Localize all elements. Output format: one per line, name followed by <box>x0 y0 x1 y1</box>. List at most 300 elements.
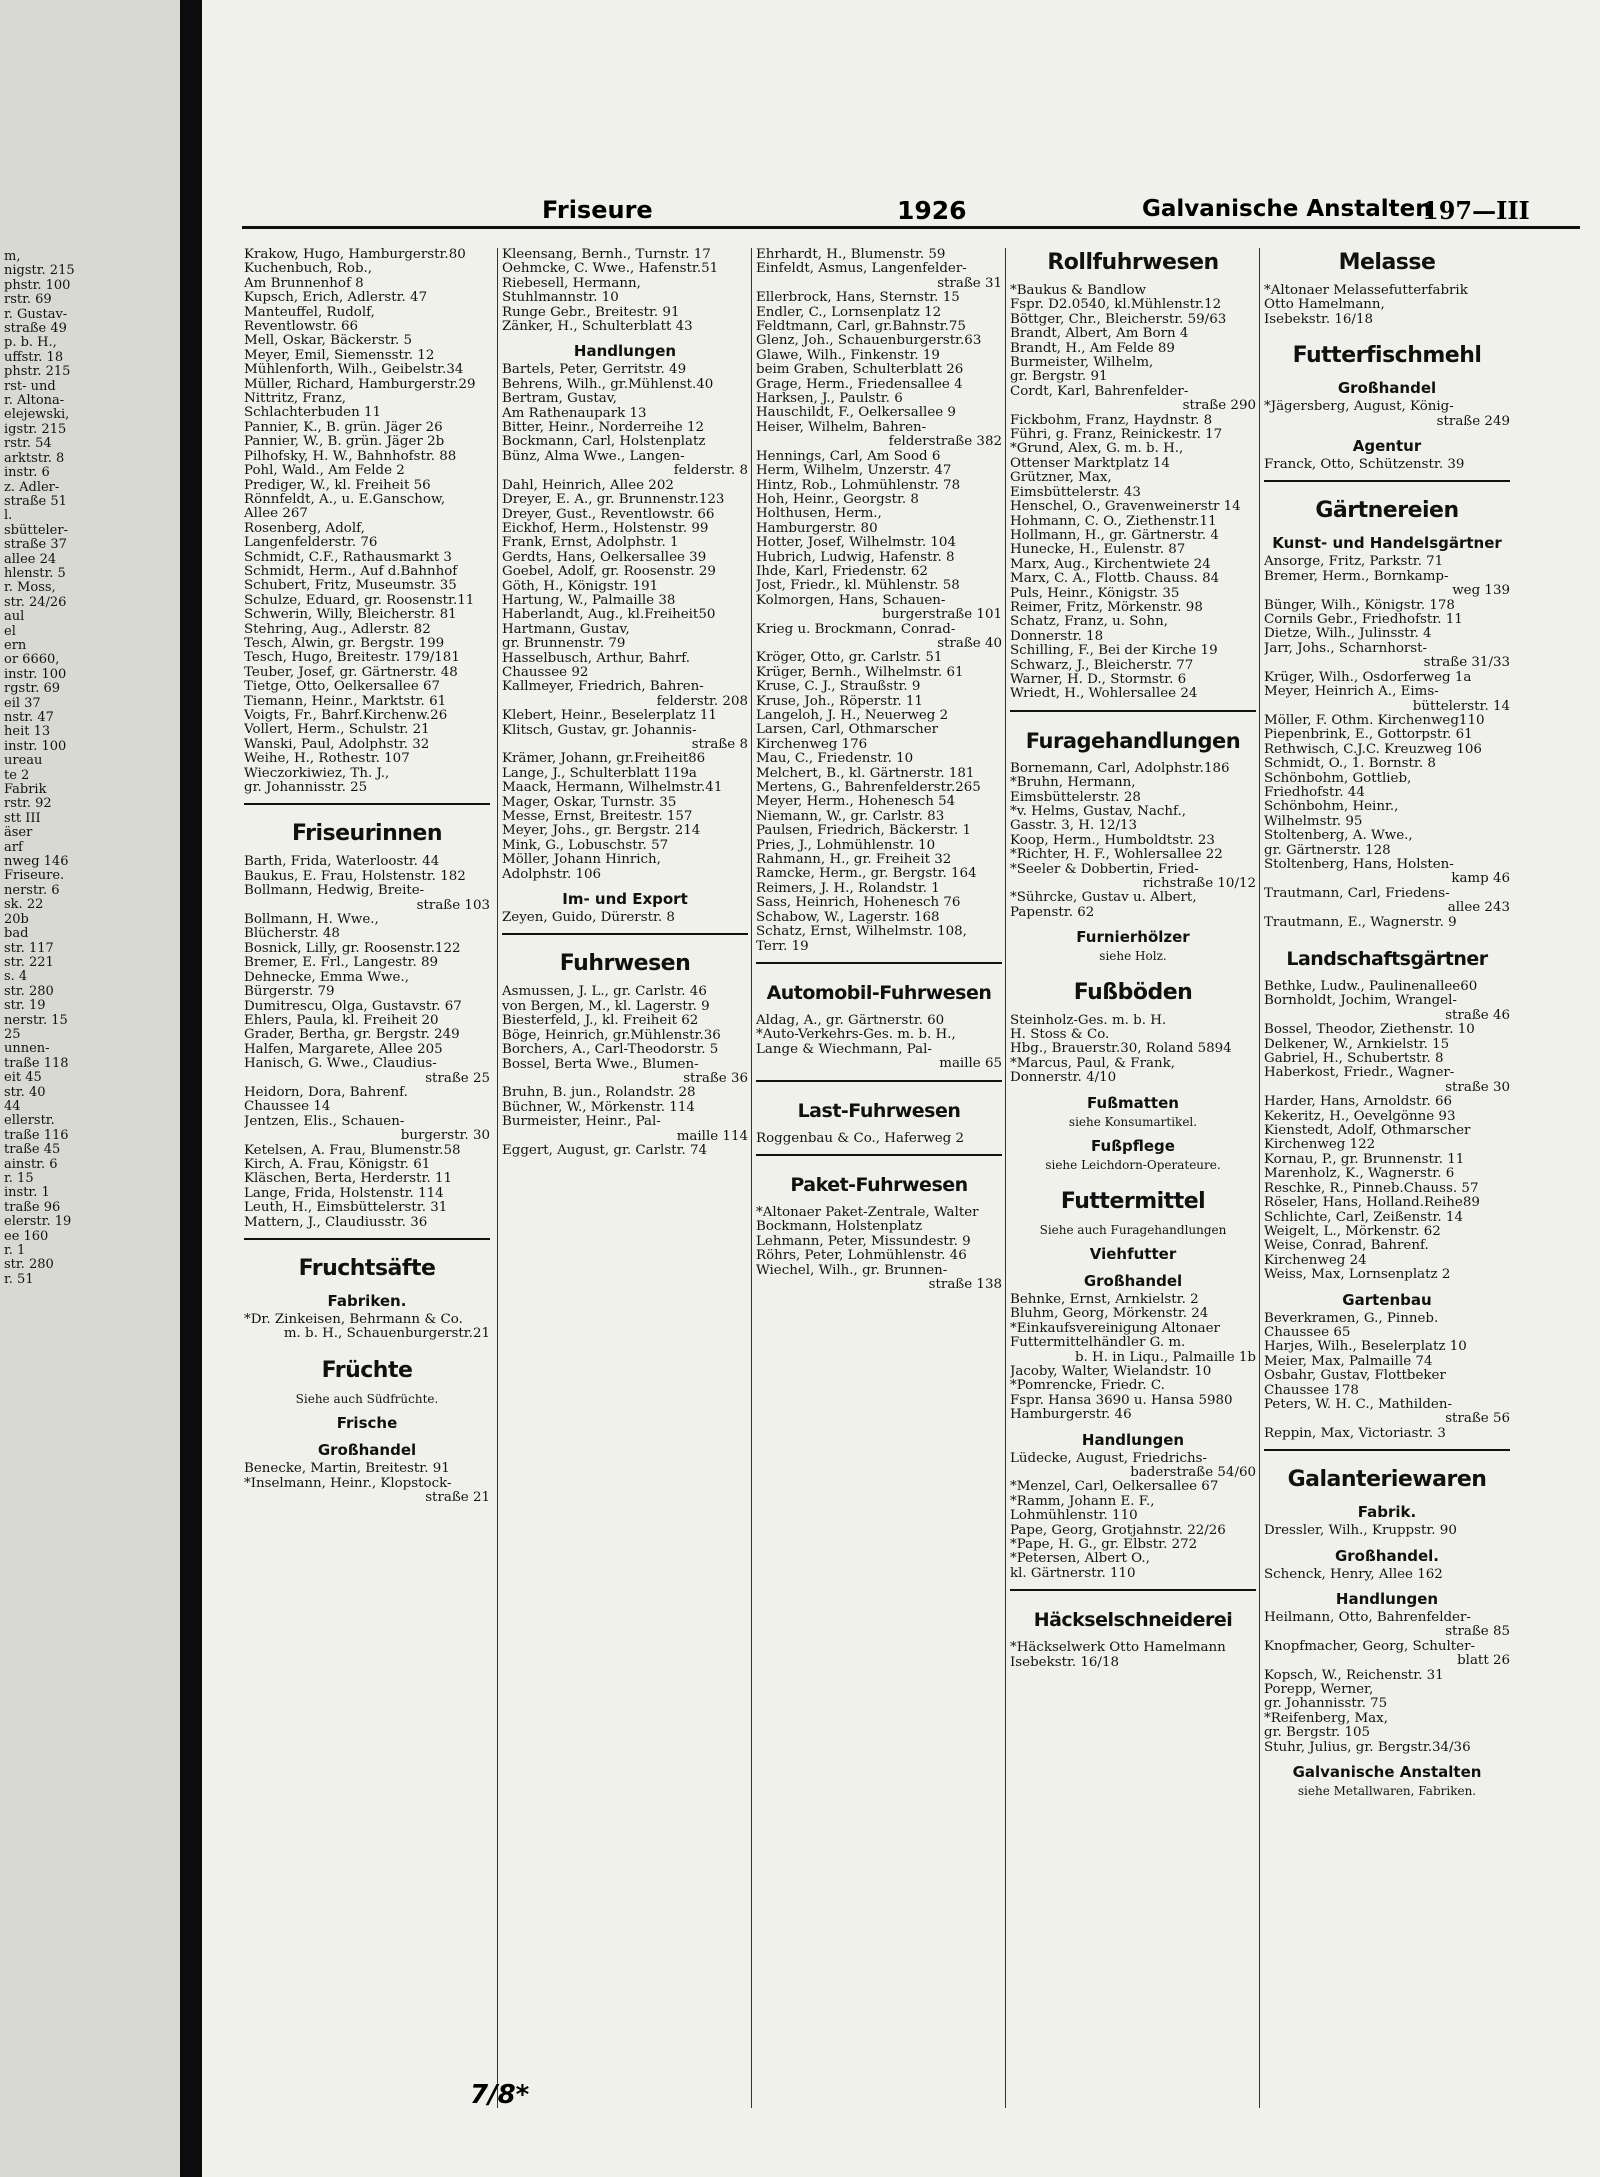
directory-entry-line: Henschel, O., Gravenweinerstr 14 <box>1010 500 1241 515</box>
entry-list <box>1264 1568 1510 1582</box>
divider <box>502 933 748 935</box>
entry-list <box>1264 400 1510 429</box>
directory-entry-line: Peters, W. H. C., Mathilden- <box>1264 1397 1452 1412</box>
directory-entry-line: Chaussee 65 <box>1264 1325 1351 1340</box>
directory-entry-line: Futtermittelhändler G. m. <box>1010 1336 1186 1351</box>
directory-entry-line: Meier, Max, Palmaille 74 <box>1264 1354 1433 1369</box>
subheading-frische: Frische <box>336 1414 398 1433</box>
left-page-fragment: r. 1 <box>4 1243 26 1259</box>
directory-entry-line: Ottenser Marktplatz 14 <box>1010 456 1170 471</box>
directory-entry-line: Koop, Herm., Humboldtstr. 23 <box>1010 833 1215 848</box>
directory-entry-line: Behrens, Wilh., gr.Mühlenst.40 <box>502 377 714 392</box>
directory-entry-line: Bluhm, Georg, Mörkenstr. 24 <box>1010 1307 1209 1322</box>
directory-entry-line: Riebesell, Hermann, <box>502 276 641 291</box>
entry-list <box>502 363 748 882</box>
left-page-fragment: heit 13 <box>4 724 51 740</box>
directory-entry-line: Schönbohm, Gottlieb, <box>1264 771 1412 786</box>
directory-entry-line: Langeloh, J. H., Neuerweg 2 <box>756 709 949 723</box>
subheading-agentur: Agentur <box>1352 437 1422 456</box>
entry-list <box>502 911 748 925</box>
directory-entry-line: Klitsch, Gustav, gr. Johannis- <box>502 723 697 738</box>
directory-entry-line: straße 290 <box>1182 399 1256 414</box>
entry-list <box>502 248 748 334</box>
directory-entry-line: Böttger, Chr., Bleicherstr. 59/63 <box>1010 312 1227 327</box>
left-page-fragment: traße 116 <box>4 1127 69 1143</box>
directory-entry-line: Hennings, Carl, Am Sood 6 <box>756 449 941 464</box>
directory-entry-line: blatt 26 <box>1457 1654 1510 1669</box>
left-page-fragment: rstr. 69 <box>4 292 52 308</box>
subheading-handlungen: Handlungen <box>1335 1590 1439 1608</box>
directory-entry-line: Chaussee 14 <box>244 1100 331 1115</box>
subheading-grosshandel: Großhandel <box>1337 379 1437 398</box>
left-page-fragment: str. 40 <box>4 1084 46 1100</box>
left-page-fragment: ellerstr. <box>4 1113 55 1129</box>
directory-entry-line: Adolphstr. 106 <box>502 867 602 882</box>
directory-entry-line: felderstraße 382 <box>888 435 1002 450</box>
directory-entry-line: Wiechel, Wilh., gr. Brunnen- <box>756 1263 948 1278</box>
section-heading-melasse: Melasse <box>1338 250 1436 275</box>
directory-entry-line: Schmidt, O., 1. Bornstr. 8 <box>1264 757 1436 772</box>
directory-entry-line: Bockmann, Holstenplatz <box>756 1220 923 1235</box>
left-page-fragment: Friseure. <box>4 868 65 884</box>
divider <box>1010 710 1256 712</box>
directory-entry-line: Prediger, W., kl. Freiheit 56 <box>244 478 431 493</box>
left-page-fragment: straße 49 <box>4 321 67 337</box>
directory-entry-line: Brandt, Albert, Am Born 4 <box>1010 327 1189 342</box>
directory-entry-line: Grützner, Max, <box>1010 471 1112 486</box>
entry-list <box>1010 1293 1256 1423</box>
directory-entry-line: Hbg., Brauerstr.30, Roland 5894 <box>1010 1042 1232 1057</box>
directory-entry-line: Büchner, W., Mörkenstr. 114 <box>502 1100 695 1115</box>
directory-entry-line: Weise, Conrad, Bahrenf. <box>1264 1239 1429 1254</box>
column-4 <box>1010 248 1256 1670</box>
directory-entry-line: *Marcus, Paul, & Frank, <box>1010 1056 1175 1071</box>
directory-entry-line: *Richter, H. F., Wohlersallee 22 <box>1010 848 1223 863</box>
directory-entry-line: Holthusen, Herm., <box>756 507 882 522</box>
header-year: 1926 <box>897 196 967 225</box>
left-page-fragment: str. 280 <box>4 1257 54 1273</box>
directory-entry-line: Lange, Frida, Holstenstr. 114 <box>244 1186 444 1201</box>
directory-entry-line: Schilling, F., Bei der Kirche 19 <box>1010 644 1218 659</box>
directory-entry-line: Jacoby, Walter, Wielandstr. 10 <box>1010 1364 1212 1379</box>
column-2 <box>502 248 748 1158</box>
entry-list <box>244 1313 490 1342</box>
cross-reference-note: Siehe auch Südfrüchte. <box>295 1391 439 1406</box>
directory-entry-line: *Dr. Zinkeisen, Behrmann & Co. <box>244 1313 463 1327</box>
directory-entry-line: Runge Gebr., Breitestr. 91 <box>502 305 680 320</box>
left-page-fragment: te 2 <box>4 767 30 783</box>
directory-entry-line: richstraße 10/12 <box>1142 877 1256 892</box>
directory-entry-line: Heilmann, Otto, Bahrenfelder- <box>1264 1611 1471 1625</box>
left-page-fragment: nerstr. 6 <box>4 882 60 898</box>
directory-entry-line: Kopsch, W., Reichenstr. 31 <box>1264 1668 1444 1683</box>
left-page-fragment: instr. 100 <box>4 738 67 754</box>
left-page-fragment: el <box>4 623 16 639</box>
left-page-fragment: s. 4 <box>4 969 28 985</box>
directory-entry-line: Wriedt, H., Wohlersallee 24 <box>1010 687 1198 702</box>
directory-entry-line: Schwerin, Willy, Bleicherstr. 81 <box>244 608 457 623</box>
directory-entry-line: Harder, Hans, Arnoldstr. 66 <box>1264 1095 1453 1110</box>
left-page-fragment: äser <box>4 825 33 841</box>
directory-entry-line: Pries, J., Lohmühlenstr. 10 <box>756 838 936 853</box>
directory-entry-line: Pilhofsky, H. W., Bahnhofstr. 88 <box>244 449 457 464</box>
left-page-fragment: elejewski, <box>4 407 70 423</box>
left-page-edge <box>0 0 180 2177</box>
directory-entry-line: Möller, Johann Hinrich, <box>502 853 661 868</box>
entry-list <box>1264 1312 1510 1442</box>
book-gutter <box>180 0 202 2177</box>
subheading-viehfutter: Viehfutter <box>1089 1244 1177 1263</box>
directory-entry-line: gr. Bergstr. 91 <box>1010 370 1108 385</box>
directory-entry-line: Chaussee 92 <box>502 665 589 680</box>
directory-entry-line: Larsen, Carl, Othmarscher <box>756 723 939 738</box>
directory-entry-line: Tesch, Hugo, Breitestr. 179/181 <box>244 651 460 666</box>
directory-entry-line: *Pape, H. G., gr. Elbstr. 272 <box>1010 1538 1198 1552</box>
directory-entry-line: Meyer, Emil, Siemensstr. 12 <box>244 348 435 363</box>
directory-entry-line: Böge, Heinrich, gr.Mühlenstr.36 <box>502 1028 721 1043</box>
directory-entry-line: Schlachterbuden 11 <box>244 406 382 421</box>
entry-list <box>1264 458 1510 472</box>
directory-entry-line: Maack, Hermann, Wilhelmstr.41 <box>502 781 723 796</box>
directory-entry-line: straße 56 <box>1445 1412 1510 1427</box>
directory-entry-line: *Jägersberg, August, König- <box>1264 400 1454 415</box>
directory-entry-line: felderstr. 8 <box>673 464 748 479</box>
directory-entry-line: Pohl, Wald., Am Felde 2 <box>244 464 405 479</box>
directory-entry-line: Asmussen, J. L., gr. Carlstr. 46 <box>502 985 707 1000</box>
directory-entry-line: Schwarz, J., Bleicherstr. 77 <box>1010 658 1194 673</box>
directory-entry-line: Haberkost, Friedr., Wagner- <box>1264 1066 1455 1081</box>
directory-entry-line: straße 46 <box>1445 1008 1510 1023</box>
directory-entry-line: Nittritz, Franz, <box>244 392 347 407</box>
directory-page <box>202 0 1600 2177</box>
directory-entry-line: Tiemann, Heinr., Marktstr. 61 <box>244 694 447 709</box>
directory-entry-line: Eimsbüttelerstr. 28 <box>1010 790 1141 805</box>
directory-entry-line: Papenstr. 62 <box>1010 905 1095 920</box>
directory-entry-line: straße 249 <box>1436 414 1510 429</box>
directory-entry-line: Kupsch, Erich, Adlerstr. 47 <box>244 291 428 306</box>
left-page-fragment: nerstr. 15 <box>4 1012 68 1028</box>
directory-entry-line: maille 65 <box>939 1057 1002 1072</box>
section-heading-paket-fuhrwesen: Paket-Fuhrwesen <box>790 1173 968 1196</box>
directory-entry-line: Kleensang, Bernh., Turnstr. 17 <box>502 248 711 262</box>
directory-entry-line: Dumitrescu, Olga, Gustavstr. 67 <box>244 999 462 1014</box>
directory-entry-line: gr. Gärtnerstr. 128 <box>1264 843 1391 858</box>
directory-entry-line: Niemann, W., gr. Carlstr. 83 <box>756 809 945 824</box>
directory-entry-line: Piepenbrink, E., Gottorpstr. 61 <box>1264 728 1473 743</box>
directory-entry-line: Tesch, Alwin, gr. Bergstr. 199 <box>244 636 445 651</box>
directory-entry-line: burgerstraße 101 <box>882 608 1002 623</box>
column-rule <box>1005 248 1006 2108</box>
directory-entry-line: Oehmcke, C. Wwe., Hafenstr.51 <box>502 262 719 277</box>
left-page-fragment: nstr. 47 <box>4 710 54 725</box>
directory-entry-line: Schönbohm, Heinr., <box>1264 800 1399 815</box>
directory-entry-line: straße 36 <box>683 1071 748 1086</box>
directory-entry-line: Gasstr. 3, H. 12/13 <box>1010 819 1138 834</box>
directory-entry-line: Biesterfeld, J., kl. Freiheit 62 <box>502 1014 699 1029</box>
entry-list <box>244 855 490 1230</box>
directory-entry-line: Hartung, W., Palmaille 38 <box>502 593 676 608</box>
directory-entry-line: Am Brunnenhof 8 <box>244 276 364 291</box>
entry-list <box>244 248 490 795</box>
left-page-fragment: sbütteler- <box>4 522 68 538</box>
directory-entry-line: H. Stoss & Co. <box>1010 1028 1110 1043</box>
entry-list <box>756 1014 1002 1072</box>
directory-entry-line: Trautmann, E., Wagnerstr. 9 <box>1264 915 1457 930</box>
directory-entry-line: Voigts, Fr., Bahrf.Kirchenw.26 <box>244 709 448 723</box>
cross-reference-note: siehe Konsumartikel. <box>1068 1114 1198 1129</box>
left-page-fragment: r. Altona- <box>4 393 65 409</box>
left-page-fragment: unnen- <box>4 1041 50 1057</box>
directory-entry-line: Lohmühlenstr. 110 <box>1010 1509 1138 1524</box>
subheading-fusspflege: Fußpflege <box>1091 1137 1175 1156</box>
header-page-number: 197—III <box>1422 196 1530 225</box>
subheading-handlungen: Handlungen <box>573 342 677 361</box>
directory-entry-line: Bartels, Peter, Gerritstr. 49 <box>502 363 687 378</box>
directory-entry-line: *Pomrencke, Friedr. C. <box>1010 1379 1165 1394</box>
directory-entry-line: Lüdecke, August, Friedrichs- <box>1010 1451 1207 1466</box>
directory-entry-line: Kuchenbuch, Rob., <box>244 262 373 277</box>
directory-entry-line: Meyer, Herm., Hohenesch 54 <box>756 795 956 810</box>
subheading-handlungen: Handlungen <box>1081 1430 1185 1449</box>
left-page-fragment: elerstr. 19 <box>4 1214 72 1230</box>
directory-entry-line: Glenz, Joh., Schauenburgerstr.63 <box>756 334 982 349</box>
left-page-fragment: str. 117 <box>4 940 54 956</box>
directory-entry-line: burgerstr. 30 <box>400 1129 490 1144</box>
cross-reference-note: Siehe auch Furagehandlungen <box>1039 1222 1227 1237</box>
directory-entry-line: Krieg u. Brockmann, Conrad- <box>756 622 956 637</box>
left-page-fragment: aul <box>4 609 25 625</box>
entry-list <box>1264 1524 1510 1538</box>
left-page-fragment: ureau <box>4 753 43 769</box>
section-heading-galanteriewaren: Galanteriewaren <box>1287 1467 1487 1493</box>
left-page-fragment: z. Adler- <box>4 479 60 495</box>
directory-entry-line: Kirchenweg 122 <box>1264 1138 1376 1153</box>
left-page-fragment: allee 24 <box>4 551 57 567</box>
left-page-fragment: Fabrik <box>4 782 47 798</box>
cross-reference-note: siehe Holz. <box>1099 949 1167 964</box>
column-3 <box>756 248 1002 1292</box>
left-page-fragment: stt III <box>4 810 41 826</box>
directory-entry-line: Bockmann, Carl, Holstenplatz <box>502 435 706 450</box>
directory-entry-line: Bertram, Gustav, <box>502 392 617 407</box>
directory-entry-line: *Häckselwerk Otto Hamelmann <box>1010 1641 1226 1656</box>
directory-entry-line: Reimer, Fritz, Mörkenstr. 98 <box>1010 600 1203 615</box>
left-page-fragment: traße 118 <box>4 1055 69 1071</box>
directory-entry-line: Porepp, Werner, <box>1264 1683 1374 1698</box>
directory-entry-line: Paulsen, Friedrich, Bäckerstr. 1 <box>756 824 972 839</box>
directory-entry-line: Lehmann, Peter, Missundestr. 9 <box>756 1234 971 1249</box>
directory-entry-line: Kruse, C. J., Straußstr. 9 <box>756 680 921 695</box>
page-header <box>242 196 1580 229</box>
directory-entry-line: Burmeister, Heinr., Pal- <box>502 1115 661 1130</box>
directory-entry-line: Lange & Wiechmann, Pal- <box>756 1042 932 1057</box>
directory-entry-line: Melchert, B., kl. Gärtnerstr. 181 <box>756 766 975 781</box>
entry-list <box>1264 980 1510 1283</box>
divider <box>756 1080 1002 1082</box>
divider <box>1264 480 1510 482</box>
directory-entry-line: Schubert, Fritz, Museumstr. 35 <box>244 579 457 594</box>
left-page-fragment: sk. 22 <box>4 897 44 913</box>
directory-entry-line: Dietze, Wilh., Julinsstr. 4 <box>1264 627 1432 642</box>
column-5 <box>1264 248 1510 1798</box>
directory-entry-line: Göth, H., Königstr. 191 <box>502 579 659 594</box>
directory-entry-line: Ansorge, Fritz, Parkstr. 71 <box>1264 555 1444 570</box>
directory-entry-line: Weiss, Max, Lornsenplatz 2 <box>1264 1268 1451 1283</box>
directory-entry-line: Reimers, J. H., Rolandstr. 1 <box>756 881 940 896</box>
entry-list <box>756 1132 1002 1146</box>
subheading-fabriken: Fabriken. <box>327 1292 407 1310</box>
directory-entry-line: Kekeritz, H., Oevelgönne 93 <box>1264 1109 1456 1124</box>
directory-entry-line: Einfeldt, Asmus, Langenfelder- <box>756 262 967 277</box>
directory-entry-line: kamp 46 <box>1451 872 1510 887</box>
directory-entry-line: Marenholz, K., Wagnerstr. 6 <box>1264 1167 1455 1182</box>
left-page-fragment: nigstr. 215 <box>4 263 75 279</box>
directory-entry-line: Kirch, A. Frau, Königstr. 61 <box>244 1157 431 1172</box>
directory-entry-line: Warner, H. D., Stormstr. 6 <box>1010 672 1187 687</box>
left-page-fragment: r. Moss, <box>4 580 56 596</box>
directory-entry-line: Hauschildt, F., Oelkersallee 9 <box>756 406 956 421</box>
directory-entry-line: Bollmann, H. Wwe., <box>244 913 379 928</box>
directory-entry-line: Rönnfeldt, A., u. E.Ganschow, <box>244 492 446 507</box>
directory-entry-line: Ehrhardt, H., Blumenstr. 59 <box>756 248 946 262</box>
directory-entry-line: Kruse, Joh., Röperstr. 11 <box>756 694 923 709</box>
directory-entry-line: Franck, Otto, Schützenstr. 39 <box>1264 458 1465 473</box>
directory-entry-line: Mattern, J., Claudiusstr. 36 <box>244 1215 428 1230</box>
section-heading-futterfischmehl: Futterfischmehl <box>1292 343 1482 369</box>
directory-entry-line: Schlichte, Carl, Zeißenstr. 14 <box>1264 1210 1463 1225</box>
left-page-fragment: str. 221 <box>4 954 54 970</box>
directory-entry-line: Beverkramen, G., Pinneb. <box>1264 1311 1439 1326</box>
directory-entry-line: Bethke, Ludw., Paulinenallee60 <box>1264 980 1478 994</box>
directory-entry-line: Weigelt, L., Mörkenstr. 62 <box>1264 1224 1441 1239</box>
directory-entry-line: Leuth, H., Eimsbüttelerstr. 31 <box>244 1201 448 1216</box>
column-rule <box>497 248 498 2108</box>
left-page-fragment: 44 <box>4 1098 21 1114</box>
directory-entry-line: Pannier, W., B. grün. Jäger 2b <box>244 435 445 450</box>
entry-list <box>756 1206 1002 1292</box>
directory-entry-line: Mühlenforth, Wilh., Geibelstr.34 <box>244 363 464 378</box>
directory-entry-line: Müller, Richard, Hamburgerstr.29 <box>244 377 476 392</box>
column-1 <box>244 248 490 1505</box>
directory-entry-line: Blücherstr. 48 <box>244 927 340 942</box>
directory-entry-line: straße 31 <box>937 276 1002 291</box>
directory-entry-line: *Menzel, Carl, Oelkersallee 67 <box>1010 1480 1219 1495</box>
directory-entry-line: Krüger, Wilh., Osdorferweg 1a <box>1264 670 1472 685</box>
directory-entry-line: Eggert, August, gr. Carlstr. 74 <box>502 1143 708 1158</box>
directory-entry-line: Reppin, Max, Victoriastr. 3 <box>1264 1426 1446 1441</box>
directory-entry-line: *Einkaufsvereinigung Altonaer <box>1010 1321 1220 1336</box>
directory-entry-line: Mau, C., Friedenstr. 10 <box>756 752 914 767</box>
directory-entry-line: Feldtmann, Carl, gr.Bahnstr.75 <box>756 320 966 335</box>
directory-entry-line: Otto Hamelmann, <box>1264 298 1385 313</box>
directory-entry-line: Manteuffel, Rudolf, <box>244 305 375 320</box>
directory-entry-line: Schatz, Ernst, Wilhelmstr. 108, <box>756 925 967 940</box>
left-page-fragment: arf <box>4 839 23 855</box>
directory-entry-line: Baukus, E. Frau, Holstenstr. 182 <box>244 869 466 884</box>
left-page-fragment: rst- und <box>4 378 56 394</box>
directory-entry-line: Hartmann, Gustav, <box>502 622 630 637</box>
left-page-fragment: l. <box>4 508 13 524</box>
directory-entry-line: Glawe, Wilh., Finkenstr. 19 <box>756 348 940 363</box>
directory-entry-line: Schatz, Franz, u. Sohn, <box>1010 615 1168 630</box>
directory-entry-line: Puls, Heinr., Königstr. 35 <box>1010 586 1180 601</box>
directory-entry-line: Bossel, Theodor, Ziethenstr. 10 <box>1264 1023 1475 1038</box>
left-page-fragment: or 6660, <box>4 652 60 668</box>
directory-entry-line: Haberlandt, Aug., kl.Freiheit50 <box>502 608 716 623</box>
left-page-fragment: nweg 146 <box>4 854 69 870</box>
section-heading-fuhrwesen: Fuhrwesen <box>559 951 691 977</box>
directory-entry-line: Dreyer, Gust., Reventlowstr. 66 <box>502 507 715 522</box>
directory-entry-line: weg 139 <box>1452 584 1510 599</box>
subheading-import-export: Im- und Export <box>562 890 688 909</box>
directory-entry-line: Heidorn, Dora, Bahrenf. <box>244 1085 408 1100</box>
directory-entry-line: Messe, Ernst, Breitestr. 157 <box>502 810 693 825</box>
divider <box>756 962 1002 964</box>
entry-list <box>244 1462 490 1505</box>
directory-entry-line: gr. Johannisstr. 25 <box>244 781 368 796</box>
directory-entry-line: maille 114 <box>676 1129 748 1144</box>
directory-entry-line: *Inselmann, Heinr., Klopstock- <box>244 1476 452 1491</box>
directory-entry-line: Dreyer, E. A., gr. Brunnenstr.123 <box>502 493 725 508</box>
directory-entry-line: straße 25 <box>425 1071 490 1086</box>
section-heading-rollfuhrwesen: Rollfuhrwesen <box>1047 250 1219 275</box>
directory-entry-line: Gerdts, Hans, Oelkersallee 39 <box>502 550 707 565</box>
directory-entry-line: *Baukus & Bandlow <box>1010 284 1147 298</box>
directory-entry-line: Wieczorkiwiez, Th. J., <box>244 766 390 781</box>
directory-entry-line: Trautmann, Carl, Friedens- <box>1264 886 1450 901</box>
directory-entry-line: von Bergen, M., kl. Lagerstr. 9 <box>502 999 710 1014</box>
left-page-fragment: straße 51 <box>4 493 67 509</box>
directory-entry-line: *Seeler & Dobbertin, Fried- <box>1010 862 1199 877</box>
left-page-fragment: str. 280 <box>4 983 54 999</box>
directory-entry-line: straße 31/33 <box>1423 656 1510 671</box>
directory-entry-line: *Altonaer Paket-Zentrale, Walter <box>756 1205 979 1220</box>
directory-entry-line: Lange, J., Schulterblatt 119a <box>502 766 697 781</box>
directory-entry-line: Bremer, Herm., Bornkamp- <box>1264 569 1449 584</box>
directory-entry-line: Stehring, Aug., Adlerstr. 82 <box>244 622 431 637</box>
directory-entry-line: Hollmann, H., gr. Gärtnerstr. 4 <box>1010 528 1219 543</box>
directory-entry-line: Rethwisch, C.J.C. Kreuzweg 106 <box>1264 742 1482 757</box>
directory-entry-line: Pape, Georg, Grotjahnstr. 22/26 <box>1010 1523 1226 1538</box>
left-page-fragment: eit 45 <box>4 1070 42 1086</box>
directory-entry-line: *Ramm, Johann E. F., <box>1010 1494 1155 1509</box>
directory-entry-line: Dressler, Wilh., Kruppstr. 90 <box>1264 1524 1457 1539</box>
directory-entry-line: Meyer, Heinrich A., Eims- <box>1264 685 1439 700</box>
directory-entry-line: Wanski, Paul, Adolphstr. 32 <box>244 737 430 752</box>
left-page-fragment: hlenstr. 5 <box>4 565 66 581</box>
left-page-fragment: str. 24/26 <box>4 594 67 610</box>
directory-entry-line: Bünz, Alma Wwe., Langen- <box>502 449 685 464</box>
directory-entry-line: Kirchenweg 24 <box>1264 1253 1367 1268</box>
directory-entry-line: Teuber, Josef, gr. Gärtnerstr. 48 <box>244 665 458 680</box>
section-heading-haeckselschneiderei: Häckselschneiderei <box>1033 1609 1233 1632</box>
directory-entry-line: Eickhof, Herm., Holstenstr. 99 <box>502 521 709 536</box>
left-page-fragment: rstr. 92 <box>4 796 52 812</box>
section-heading-fruchtsaefte: Fruchtsäfte <box>298 1256 436 1281</box>
subheading-fussmatten: Fußmatten <box>1087 1093 1179 1112</box>
directory-entry-line: Harksen, J., Paulstr. 6 <box>756 392 903 407</box>
section-heading-futtermittel: Futtermittel <box>1060 1188 1206 1214</box>
header-right-title: Galvanische Anstalten <box>1142 196 1432 222</box>
subheading-gartenbau: Gartenbau <box>1342 1290 1432 1309</box>
divider <box>1010 1589 1256 1591</box>
directory-entry-line: Heiser, Wilhelm, Bahren- <box>756 420 927 435</box>
divider <box>756 1154 1002 1156</box>
directory-entry-line: Stuhr, Julius, gr. Bergstr.34/36 <box>1264 1740 1471 1755</box>
directory-entry-line: straße 30 <box>1445 1080 1510 1095</box>
directory-entry-line: Hoh, Heinr., Georgstr. 8 <box>756 492 919 507</box>
directory-entry-line: Halfen, Margarete, Allee 205 <box>244 1042 443 1057</box>
